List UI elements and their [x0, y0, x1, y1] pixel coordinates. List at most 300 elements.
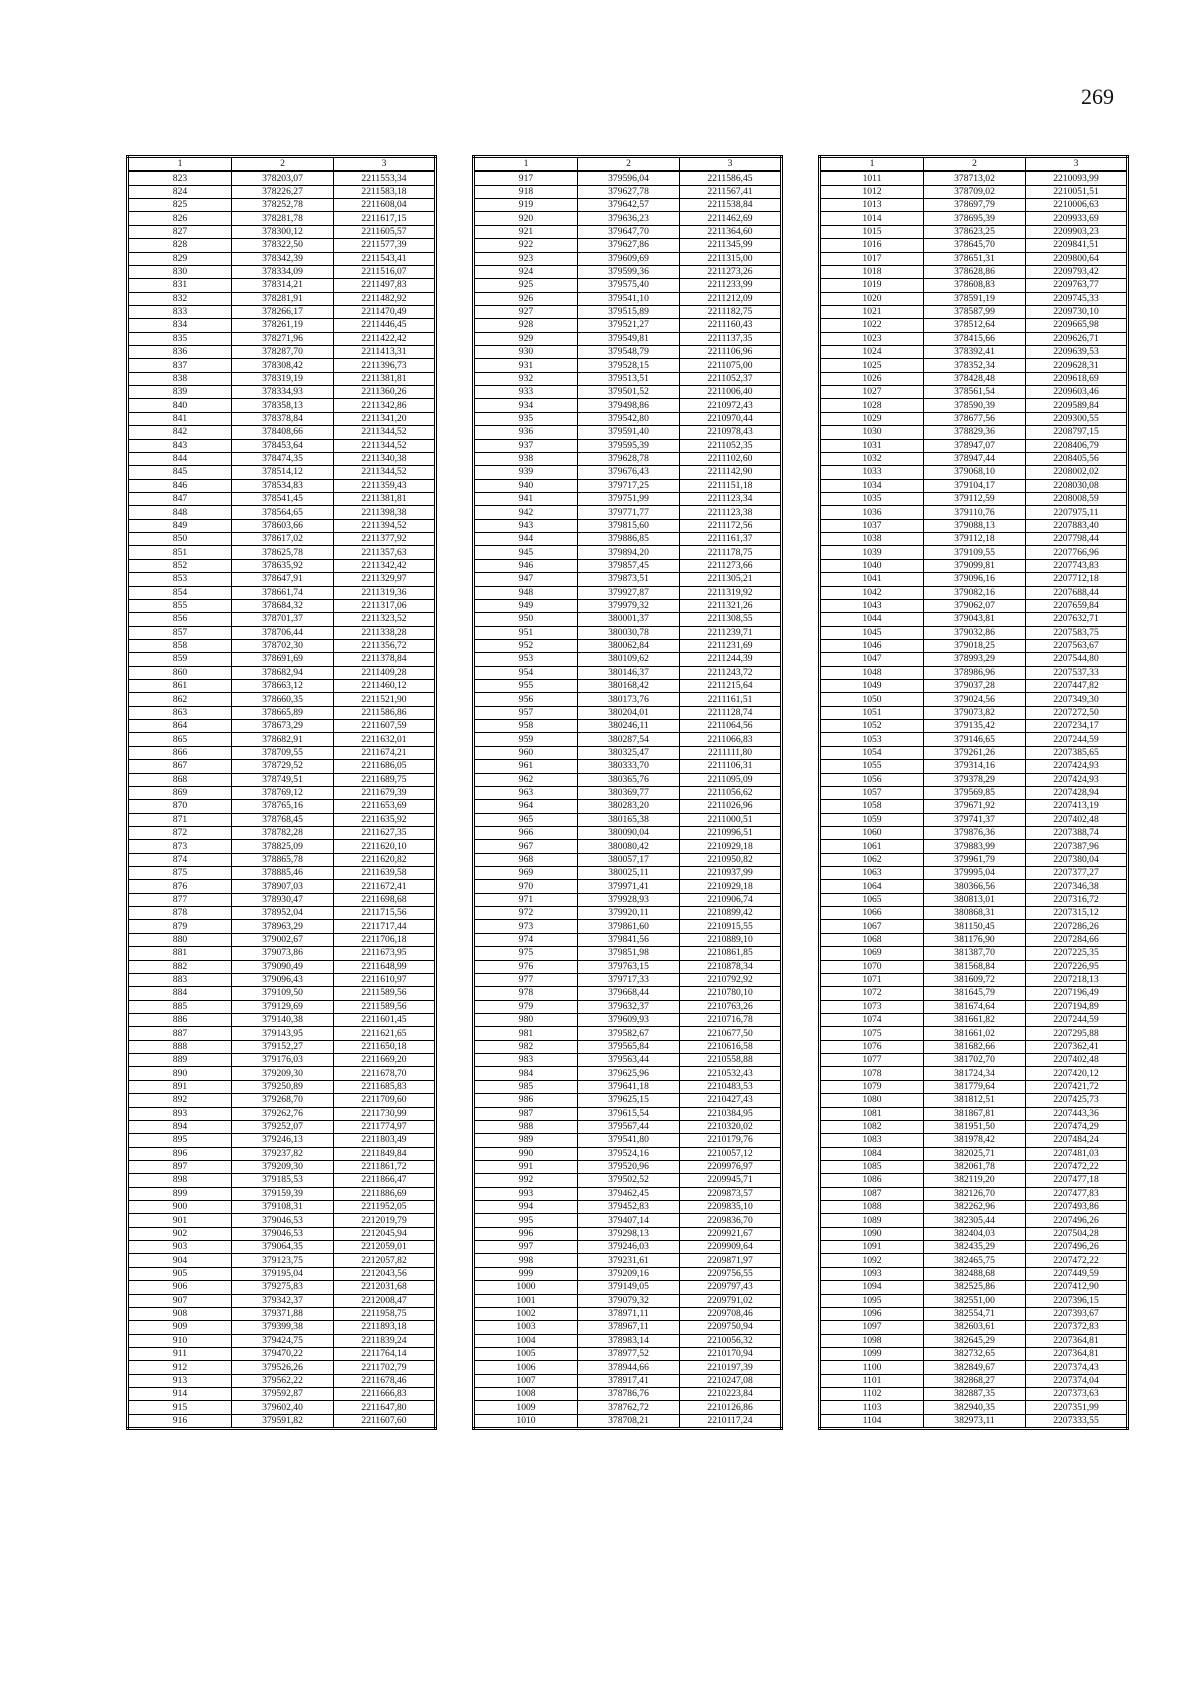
- x-coordinate-cell: 379628,78: [578, 452, 680, 465]
- table-row: [474, 426, 782, 439]
- point-number-cell: 1061: [820, 840, 924, 853]
- x-coordinate-cell: 378706,44: [232, 626, 334, 639]
- x-coordinate-cell: 379627,78: [578, 185, 680, 198]
- x-coordinate-cell: 381682,66: [924, 1040, 1026, 1053]
- table-row: [820, 359, 1128, 372]
- y-coordinate-cell: 2211066,83: [680, 733, 782, 746]
- point-number-cell: 863: [128, 706, 232, 719]
- table-row: [820, 1267, 1128, 1280]
- point-number-cell: 1096: [820, 1307, 924, 1320]
- x-coordinate-cell: 378623,25: [924, 225, 1026, 238]
- y-coordinate-cell: 2209756,55: [680, 1267, 782, 1280]
- y-coordinate-cell: 2208030,08: [1026, 479, 1128, 492]
- x-coordinate-cell: 378768,45: [232, 813, 334, 826]
- x-coordinate-cell: 381951,50: [924, 1120, 1026, 1133]
- y-coordinate-cell: 2207373,63: [1026, 1388, 1128, 1401]
- point-number-cell: 1074: [820, 1014, 924, 1027]
- x-coordinate-cell: 379751,99: [578, 492, 680, 505]
- table-row: [474, 1000, 782, 1013]
- y-coordinate-cell: 2211052,35: [680, 439, 782, 452]
- y-coordinate-cell: 2207316,72: [1026, 893, 1128, 906]
- x-coordinate-cell: 379920,11: [578, 907, 680, 920]
- point-number-cell: 896: [128, 1147, 232, 1160]
- x-coordinate-cell: 379064,35: [232, 1241, 334, 1254]
- point-number-cell: 1026: [820, 372, 924, 385]
- point-number-cell: 826: [128, 212, 232, 225]
- point-number-cell: 875: [128, 867, 232, 880]
- table-row: [820, 332, 1128, 345]
- x-coordinate-cell: 380246,11: [578, 720, 680, 733]
- x-coordinate-cell: 381674,64: [924, 1000, 1026, 1013]
- x-coordinate-cell: 378684,32: [232, 599, 334, 612]
- x-coordinate-cell: 378762,72: [578, 1401, 680, 1414]
- y-coordinate-cell: 2211583,18: [334, 185, 436, 198]
- table-row: [474, 947, 782, 960]
- x-coordinate-cell: 379399,38: [232, 1321, 334, 1334]
- point-number-cell: 916: [128, 1414, 232, 1428]
- x-coordinate-cell: 378352,34: [924, 359, 1026, 372]
- y-coordinate-cell: 2209639,53: [1026, 346, 1128, 359]
- x-coordinate-cell: 380109,62: [578, 653, 680, 666]
- y-coordinate-cell: 2207196,49: [1026, 987, 1128, 1000]
- x-coordinate-cell: 378408,66: [232, 426, 334, 439]
- x-coordinate-cell: 380365,76: [578, 773, 680, 786]
- y-coordinate-cell: 2211482,92: [334, 292, 436, 305]
- x-coordinate-cell: 380146,37: [578, 666, 680, 679]
- table-row: [820, 826, 1128, 839]
- table-row: [128, 1014, 436, 1027]
- x-coordinate-cell: 382488,68: [924, 1267, 1026, 1280]
- y-coordinate-cell: 2211128,74: [680, 706, 782, 719]
- x-coordinate-cell: 380025,11: [578, 867, 680, 880]
- x-coordinate-cell: 379108,31: [232, 1201, 334, 1214]
- x-coordinate-cell: 379647,70: [578, 225, 680, 238]
- table-row: [820, 1281, 1128, 1294]
- x-coordinate-cell: 380369,77: [578, 786, 680, 799]
- point-number-cell: 1002: [474, 1307, 578, 1320]
- x-coordinate-cell: 378392,41: [924, 346, 1026, 359]
- x-coordinate-cell: 379112,18: [924, 533, 1026, 546]
- y-coordinate-cell: 2211538,84: [680, 199, 782, 212]
- table-row: [128, 880, 436, 893]
- point-number-cell: 877: [128, 893, 232, 906]
- y-coordinate-cell: 2207563,67: [1026, 639, 1128, 652]
- point-number-cell: 1047: [820, 653, 924, 666]
- y-coordinate-cell: 2211212,09: [680, 292, 782, 305]
- table-row: [474, 867, 782, 880]
- table-header-row: [474, 157, 782, 172]
- y-coordinate-cell: 2211161,51: [680, 693, 782, 706]
- y-coordinate-cell: 2210950,82: [680, 853, 782, 866]
- y-coordinate-cell: 2211360,26: [334, 386, 436, 399]
- point-number-cell: 939: [474, 466, 578, 479]
- x-coordinate-cell: 379526,26: [232, 1361, 334, 1374]
- table-header-row: [820, 157, 1128, 172]
- point-number-cell: 987: [474, 1107, 578, 1120]
- y-coordinate-cell: 2211605,57: [334, 225, 436, 238]
- table-row: [820, 1187, 1128, 1200]
- table-row: [474, 1054, 782, 1067]
- table-row: [128, 760, 436, 773]
- y-coordinate-cell: 2212031,68: [334, 1281, 436, 1294]
- table-row: [820, 907, 1128, 920]
- x-coordinate-cell: 378281,91: [232, 292, 334, 305]
- point-number-cell: 827: [128, 225, 232, 238]
- table-row: [128, 613, 436, 626]
- x-coordinate-cell: 382061,78: [924, 1160, 1026, 1173]
- table-row: [474, 199, 782, 212]
- table-row: [128, 319, 436, 332]
- point-number-cell: 880: [128, 933, 232, 946]
- y-coordinate-cell: 2207362,41: [1026, 1040, 1128, 1053]
- point-number-cell: 994: [474, 1201, 578, 1214]
- y-coordinate-cell: 2211123,38: [680, 506, 782, 519]
- table-row: [474, 359, 782, 372]
- x-coordinate-cell: 378647,91: [232, 573, 334, 586]
- x-coordinate-cell: 381387,70: [924, 947, 1026, 960]
- point-number-cell: 1024: [820, 346, 924, 359]
- point-number-cell: 1067: [820, 920, 924, 933]
- point-number-cell: 1089: [820, 1214, 924, 1227]
- y-coordinate-cell: 2211056,62: [680, 786, 782, 799]
- point-number-cell: 952: [474, 639, 578, 652]
- y-coordinate-cell: 2211553,34: [334, 171, 436, 185]
- y-coordinate-cell: 2211338,28: [334, 626, 436, 639]
- table-row: [820, 292, 1128, 305]
- x-coordinate-cell: 379079,32: [578, 1294, 680, 1307]
- point-number-cell: 861: [128, 680, 232, 693]
- x-coordinate-cell: 378769,12: [232, 786, 334, 799]
- point-number-cell: 1099: [820, 1347, 924, 1360]
- table-row: [128, 252, 436, 265]
- y-coordinate-cell: 2207472,22: [1026, 1160, 1128, 1173]
- y-coordinate-cell: 2212043,56: [334, 1267, 436, 1280]
- table-row: [474, 225, 782, 238]
- table-row: [820, 533, 1128, 546]
- table-row: [820, 1120, 1128, 1133]
- x-coordinate-cell: 379129,69: [232, 1000, 334, 1013]
- y-coordinate-cell: 2211669,20: [334, 1054, 436, 1067]
- y-coordinate-cell: 2211273,66: [680, 559, 782, 572]
- x-coordinate-cell: 380204,01: [578, 706, 680, 719]
- table-row: [128, 305, 436, 318]
- point-number-cell: 1033: [820, 466, 924, 479]
- x-coordinate-cell: 378534,83: [232, 479, 334, 492]
- point-number-cell: 970: [474, 880, 578, 893]
- x-coordinate-cell: 379090,49: [232, 960, 334, 973]
- y-coordinate-cell: 2211861,72: [334, 1160, 436, 1173]
- x-coordinate-cell: 379135,42: [924, 720, 1026, 733]
- point-number-cell: 1035: [820, 492, 924, 505]
- y-coordinate-cell: 2207396,15: [1026, 1294, 1128, 1307]
- x-coordinate-cell: 378967,11: [578, 1321, 680, 1334]
- point-number-cell: 1068: [820, 933, 924, 946]
- table-row: [128, 907, 436, 920]
- y-coordinate-cell: 2207372,83: [1026, 1321, 1128, 1334]
- y-coordinate-cell: 2211378,84: [334, 653, 436, 666]
- x-coordinate-cell: 378673,29: [232, 720, 334, 733]
- x-coordinate-cell: 378825,09: [232, 840, 334, 853]
- table-row: [474, 853, 782, 866]
- point-number-cell: 886: [128, 1014, 232, 1027]
- x-coordinate-cell: 379995,04: [924, 867, 1026, 880]
- table-row: [128, 920, 436, 933]
- table-row: [128, 853, 436, 866]
- y-coordinate-cell: 2209903,23: [1026, 225, 1128, 238]
- table-row: [474, 1374, 782, 1387]
- y-coordinate-cell: 2211673,95: [334, 947, 436, 960]
- y-coordinate-cell: 2211319,36: [334, 586, 436, 599]
- point-number-cell: 1001: [474, 1294, 578, 1307]
- y-coordinate-cell: 2208008,59: [1026, 492, 1128, 505]
- point-number-cell: 979: [474, 1000, 578, 1013]
- y-coordinate-cell: 2211460,12: [334, 680, 436, 693]
- point-number-cell: 923: [474, 252, 578, 265]
- y-coordinate-cell: 2207225,35: [1026, 947, 1128, 960]
- table-row: [820, 1067, 1128, 1080]
- point-number-cell: 999: [474, 1267, 578, 1280]
- point-number-cell: 942: [474, 506, 578, 519]
- y-coordinate-cell: 2212057,82: [334, 1254, 436, 1267]
- point-number-cell: 881: [128, 947, 232, 960]
- y-coordinate-cell: 2211182,75: [680, 305, 782, 318]
- table-row: [474, 386, 782, 399]
- table-row: [820, 199, 1128, 212]
- x-coordinate-cell: 378917,41: [578, 1374, 680, 1387]
- x-coordinate-cell: 382119,20: [924, 1174, 1026, 1187]
- point-number-cell: 831: [128, 279, 232, 292]
- table-row: [128, 1214, 436, 1227]
- y-coordinate-cell: 2209873,57: [680, 1187, 782, 1200]
- y-coordinate-cell: 2207659,84: [1026, 599, 1128, 612]
- point-number-cell: 1051: [820, 706, 924, 719]
- table-row: [474, 1321, 782, 1334]
- y-coordinate-cell: 2207364,81: [1026, 1347, 1128, 1360]
- point-number-cell: 936: [474, 426, 578, 439]
- table-row: [820, 1094, 1128, 1107]
- y-coordinate-cell: 2211381,81: [334, 372, 436, 385]
- y-coordinate-cell: 2207272,50: [1026, 706, 1128, 719]
- point-number-cell: 1082: [820, 1120, 924, 1133]
- x-coordinate-cell: 380283,20: [578, 800, 680, 813]
- y-coordinate-cell: 2211151,18: [680, 479, 782, 492]
- table-row: [128, 452, 436, 465]
- table-row: [474, 546, 782, 559]
- point-number-cell: 1028: [820, 399, 924, 412]
- y-coordinate-cell: 2208406,79: [1026, 439, 1128, 452]
- table-row: [820, 867, 1128, 880]
- point-number-cell: 997: [474, 1241, 578, 1254]
- x-coordinate-cell: 379717,25: [578, 479, 680, 492]
- table-row: [128, 1040, 436, 1053]
- y-coordinate-cell: 2209921,67: [680, 1227, 782, 1240]
- table-row: [474, 412, 782, 425]
- y-coordinate-cell: 2207374,43: [1026, 1361, 1128, 1374]
- table-row: [474, 639, 782, 652]
- x-coordinate-cell: 379763,15: [578, 960, 680, 973]
- y-coordinate-cell: 2209945,71: [680, 1174, 782, 1187]
- table-row: [820, 1027, 1128, 1040]
- table-row: [820, 1201, 1128, 1214]
- table-row: [128, 680, 436, 693]
- y-coordinate-cell: 2207412,90: [1026, 1281, 1128, 1294]
- x-coordinate-cell: 379569,85: [924, 786, 1026, 799]
- x-coordinate-cell: 382849,67: [924, 1361, 1026, 1374]
- y-coordinate-cell: 2211359,43: [334, 479, 436, 492]
- x-coordinate-cell: 382525,86: [924, 1281, 1026, 1294]
- table-row: [820, 412, 1128, 425]
- table-row: [128, 666, 436, 679]
- x-coordinate-cell: 379609,93: [578, 1014, 680, 1027]
- point-number-cell: 1006: [474, 1361, 578, 1374]
- point-number-cell: 852: [128, 559, 232, 572]
- x-coordinate-cell: 380287,54: [578, 733, 680, 746]
- x-coordinate-cell: 378645,70: [924, 239, 1026, 252]
- x-coordinate-cell: 378765,16: [232, 800, 334, 813]
- point-number-cell: 1097: [820, 1321, 924, 1334]
- x-coordinate-cell: 378977,52: [578, 1347, 680, 1360]
- x-coordinate-cell: 379209,30: [232, 1067, 334, 1080]
- x-coordinate-cell: 379123,75: [232, 1254, 334, 1267]
- point-number-cell: 833: [128, 305, 232, 318]
- x-coordinate-cell: 379268,70: [232, 1094, 334, 1107]
- point-number-cell: 876: [128, 880, 232, 893]
- table-row: [820, 1334, 1128, 1347]
- point-number-cell: 860: [128, 666, 232, 679]
- point-number-cell: 949: [474, 599, 578, 612]
- y-coordinate-cell: 2207743,83: [1026, 559, 1128, 572]
- y-coordinate-cell: 2207472,22: [1026, 1254, 1128, 1267]
- table-row: [474, 813, 782, 826]
- table-row: [820, 960, 1128, 973]
- point-number-cell: 973: [474, 920, 578, 933]
- y-coordinate-cell: 2211610,97: [334, 973, 436, 986]
- point-number-cell: 1036: [820, 506, 924, 519]
- table-row: [820, 1000, 1128, 1013]
- x-coordinate-cell: 379883,99: [924, 840, 1026, 853]
- point-number-cell: 1088: [820, 1201, 924, 1214]
- table-row: [128, 359, 436, 372]
- table-row: [128, 786, 436, 799]
- x-coordinate-cell: 380173,76: [578, 693, 680, 706]
- y-coordinate-cell: 2207364,81: [1026, 1334, 1128, 1347]
- x-coordinate-cell: 379146,65: [924, 733, 1026, 746]
- table-row: [474, 279, 782, 292]
- point-number-cell: 830: [128, 265, 232, 278]
- y-coordinate-cell: 2211470,49: [334, 305, 436, 318]
- x-coordinate-cell: 378608,83: [924, 279, 1026, 292]
- x-coordinate-cell: 381812,51: [924, 1094, 1026, 1107]
- x-coordinate-cell: 378319,19: [232, 372, 334, 385]
- point-number-cell: 1022: [820, 319, 924, 332]
- column-header-point: 1: [128, 157, 232, 172]
- x-coordinate-cell: 379176,03: [232, 1054, 334, 1067]
- x-coordinate-cell: 379342,37: [232, 1294, 334, 1307]
- point-number-cell: 938: [474, 452, 578, 465]
- table-row: [474, 907, 782, 920]
- table-row: [820, 1401, 1128, 1414]
- x-coordinate-cell: 378702,30: [232, 639, 334, 652]
- x-coordinate-cell: 378665,89: [232, 706, 334, 719]
- table-row: [820, 1374, 1128, 1387]
- y-coordinate-cell: 2211567,41: [680, 185, 782, 198]
- y-coordinate-cell: 2211715,56: [334, 907, 436, 920]
- table-row: [128, 239, 436, 252]
- table-row: [128, 1067, 436, 1080]
- table-row: [128, 1147, 436, 1160]
- table-row: [820, 265, 1128, 278]
- y-coordinate-cell: 2210937,99: [680, 867, 782, 880]
- y-coordinate-cell: 2211319,92: [680, 586, 782, 599]
- y-coordinate-cell: 2211717,44: [334, 920, 436, 933]
- y-coordinate-cell: 2211672,41: [334, 880, 436, 893]
- y-coordinate-cell: 2207425,73: [1026, 1094, 1128, 1107]
- point-number-cell: 935: [474, 412, 578, 425]
- point-number-cell: 897: [128, 1160, 232, 1173]
- point-number-cell: 919: [474, 199, 578, 212]
- table-row: [474, 1120, 782, 1133]
- x-coordinate-cell: 378474,35: [232, 452, 334, 465]
- x-coordinate-cell: 378677,56: [924, 412, 1026, 425]
- table-row: [128, 1281, 436, 1294]
- table-row: [820, 439, 1128, 452]
- x-coordinate-cell: 379068,10: [924, 466, 1026, 479]
- y-coordinate-cell: 2210763,26: [680, 1000, 782, 1013]
- point-number-cell: 943: [474, 519, 578, 532]
- y-coordinate-cell: 2211340,38: [334, 452, 436, 465]
- table-row: [474, 171, 782, 185]
- table-row: [128, 533, 436, 546]
- point-number-cell: 910: [128, 1334, 232, 1347]
- x-coordinate-cell: 380001,37: [578, 613, 680, 626]
- x-coordinate-cell: 378865,78: [232, 853, 334, 866]
- point-number-cell: 941: [474, 492, 578, 505]
- y-coordinate-cell: 2209933,69: [1026, 212, 1128, 225]
- point-number-cell: 841: [128, 412, 232, 425]
- table-row: [128, 439, 436, 452]
- x-coordinate-cell: 382887,35: [924, 1388, 1026, 1401]
- point-number-cell: 988: [474, 1120, 578, 1133]
- point-number-cell: 1016: [820, 239, 924, 252]
- table-row: [474, 1361, 782, 1374]
- x-coordinate-cell: 378786,76: [578, 1388, 680, 1401]
- table-row: [820, 1321, 1128, 1334]
- point-number-cell: 1103: [820, 1401, 924, 1414]
- table-row: [128, 466, 436, 479]
- x-coordinate-cell: 381176,90: [924, 933, 1026, 946]
- x-coordinate-cell: 380080,42: [578, 840, 680, 853]
- point-number-cell: 1078: [820, 1067, 924, 1080]
- y-coordinate-cell: 2210861,85: [680, 947, 782, 960]
- point-number-cell: 856: [128, 613, 232, 626]
- y-coordinate-cell: 2210051,51: [1026, 185, 1128, 198]
- y-coordinate-cell: 2211586,45: [680, 171, 782, 185]
- point-number-cell: 1043: [820, 599, 924, 612]
- table-row: [128, 492, 436, 505]
- x-coordinate-cell: 379275,83: [232, 1281, 334, 1294]
- table-row: [474, 439, 782, 452]
- x-coordinate-cell: 378203,07: [232, 171, 334, 185]
- table-row: [474, 1347, 782, 1360]
- y-coordinate-cell: 2211839,24: [334, 1334, 436, 1347]
- x-coordinate-cell: 378226,27: [232, 185, 334, 198]
- point-number-cell: 937: [474, 439, 578, 452]
- x-coordinate-cell: 379873,51: [578, 573, 680, 586]
- y-coordinate-cell: 2210878,34: [680, 960, 782, 973]
- point-number-cell: 906: [128, 1281, 232, 1294]
- table-row: [820, 559, 1128, 572]
- y-coordinate-cell: 2207496,26: [1026, 1214, 1128, 1227]
